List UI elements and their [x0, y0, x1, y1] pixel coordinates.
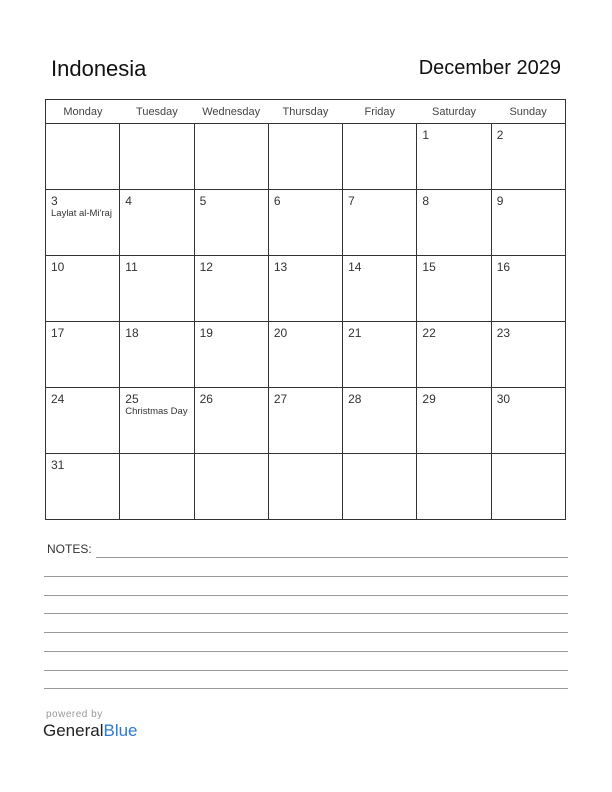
day-cell: [268, 256, 342, 322]
day-cell: [343, 124, 417, 190]
day-cell: [194, 388, 268, 454]
day-cell: [343, 256, 417, 322]
day-number: 25: [125, 392, 139, 406]
week-row: [46, 388, 566, 454]
day-number: 10: [51, 260, 65, 274]
day-number: 13: [273, 260, 288, 274]
day-number: 7: [348, 194, 355, 208]
brand-logo: [43, 721, 138, 741]
day-cell: [491, 454, 565, 520]
weekday-header: Friday: [343, 100, 417, 124]
note-line: [44, 688, 568, 689]
day-cell: [194, 322, 268, 388]
day-cell: [491, 190, 565, 256]
day-number: 22: [422, 326, 436, 340]
day-cell: [194, 124, 268, 190]
day-cell: [417, 388, 491, 454]
day-number: 16: [496, 260, 511, 274]
day-cell: [194, 256, 268, 322]
holiday-label: Laylat al-Mi'raj: [51, 208, 112, 219]
day-cell: [46, 190, 120, 256]
powered-by-text: powered by: [46, 709, 103, 720]
note-line: [44, 651, 568, 652]
day-cell: [343, 190, 417, 256]
day-cell: [417, 124, 491, 190]
day-cell: [120, 322, 194, 388]
day-cell: [417, 322, 491, 388]
day-number: 31: [51, 458, 65, 472]
day-cell: [343, 454, 417, 520]
day-cell: [120, 454, 194, 520]
day-cell: [46, 256, 120, 322]
day-number: 26: [199, 392, 213, 406]
day-cell: [491, 322, 565, 388]
weekday-header: Wednesday: [194, 100, 268, 124]
day-number: 15: [422, 260, 436, 274]
week-row: [46, 322, 566, 388]
calendar-grid: [45, 99, 566, 520]
day-number: 2: [496, 128, 504, 142]
weekday-header: Thursday: [268, 100, 342, 124]
day-cell: [46, 322, 120, 388]
note-line: [44, 595, 568, 596]
day-number: 9: [496, 194, 504, 208]
day-cell: [194, 454, 268, 520]
week-row: [46, 454, 566, 520]
day-number: 18: [125, 326, 139, 340]
day-number: 17: [51, 326, 65, 340]
weekday-header: Monday: [46, 100, 120, 124]
note-line: [44, 613, 568, 614]
holiday-label: Christmas Day: [125, 406, 188, 417]
brand-blue: Blue: [103, 721, 138, 740]
day-number: 20: [273, 326, 288, 340]
day-number: 12: [199, 260, 213, 274]
day-number: 3: [51, 194, 58, 208]
day-number: 6: [273, 194, 281, 208]
day-cell: [268, 454, 342, 520]
day-cell: [46, 388, 120, 454]
day-number: 14: [348, 260, 362, 274]
day-cell: [343, 388, 417, 454]
week-row: [46, 190, 566, 256]
weekday-header: Saturday: [417, 100, 491, 124]
weekday-header: Tuesday: [120, 100, 194, 124]
note-line: [44, 576, 568, 577]
day-cell: [491, 124, 565, 190]
day-cell: [417, 256, 491, 322]
note-line: [44, 632, 568, 633]
day-number: 21: [348, 326, 362, 340]
day-number: 5: [199, 194, 207, 208]
day-cell: [268, 190, 342, 256]
day-cell: [46, 124, 120, 190]
week-row: [46, 256, 566, 322]
day-cell: [417, 190, 491, 256]
day-cell: [120, 124, 194, 190]
day-cell: [120, 388, 194, 454]
day-cell: [417, 454, 491, 520]
day-number: 19: [199, 326, 213, 340]
day-cell: [343, 322, 417, 388]
day-cell: [120, 256, 194, 322]
day-number: 1: [422, 128, 430, 142]
day-number: 23: [496, 326, 511, 340]
day-number: 29: [422, 392, 436, 406]
day-number: 27: [273, 392, 288, 406]
month-year-title: December 2029: [418, 57, 561, 79]
day-cell: [268, 388, 342, 454]
day-number: 30: [496, 392, 511, 406]
day-cell: [491, 256, 565, 322]
day-number: 8: [422, 194, 430, 208]
day-cell: [268, 322, 342, 388]
note-line: [96, 557, 568, 558]
day-cell: [46, 454, 120, 520]
weekday-header-row: [46, 100, 566, 124]
weekday-header: Sunday: [491, 100, 565, 124]
day-number: 24: [51, 392, 65, 406]
note-line: [44, 670, 568, 671]
notes-label: NOTES:: [47, 542, 92, 556]
day-number: 28: [348, 392, 362, 406]
day-cell: [268, 124, 342, 190]
day-number: 4: [125, 194, 132, 208]
day-number: 11: [125, 260, 138, 274]
brand-general: General: [43, 721, 104, 740]
country-title: Indonesia: [51, 56, 147, 81]
day-cell: [194, 190, 268, 256]
day-cell: [120, 190, 194, 256]
day-cell: [491, 388, 565, 454]
week-row: [46, 124, 566, 190]
